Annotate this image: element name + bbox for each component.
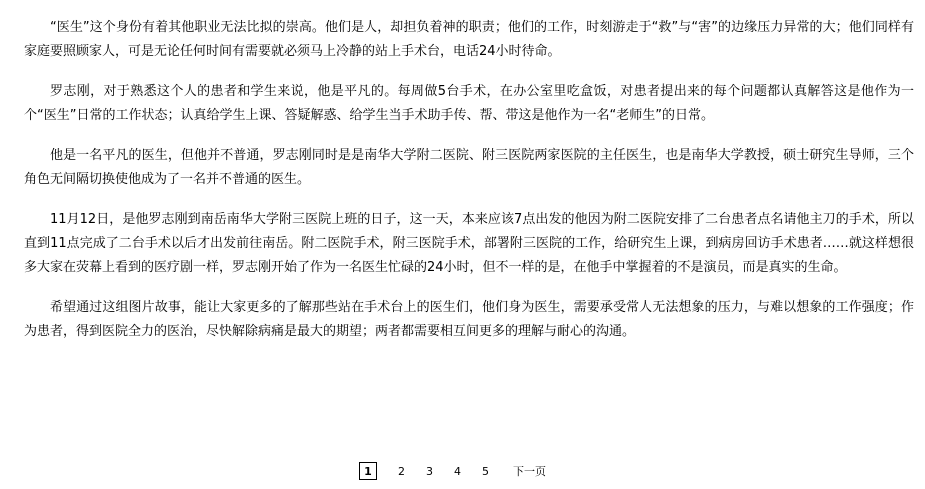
article-paragraph: “医生”这个身份有着其他职业无法比拟的崇高。他们是人，却担负着神的职责；他们的工作，时刻游走于“救”与“害”的边缘压力异常的大；他们同样有家庭要照顾家人，可是无论任何时间有需要就必须马上冷静的站上手术台，电话24小时待命。 (24, 20, 914, 59)
article-paragraph: 罗志刚，对于熟悉这个人的患者和学生来说，他是平凡的。每周做5台手术，在办公室里吃盒饭，对患者提出来的每个问题都认真解答这是他作为一个“医生”日常的工作状态；认真给学生上课、答疑解惑、给学生当手术助手传、帮、带这是他作为一名“老师生”的日常。 (24, 84, 914, 123)
article-paragraph: 他是一名平凡的医生，但他并不普通，罗志刚同时是是南华大学附二医院、附三医院两家医院的主任医生，也是南华大学教授，硕士研究生导师，三个角色无间隔切换使他成为了一名并不普通的医生。 (24, 148, 914, 187)
article-body (24, 16, 914, 360)
page-link-2[interactable]: 2 (398, 464, 405, 478)
article-paragraph: 11月12日，是他罗志刚到南岳南华大学附三医院上班的日子，这一天，本来应该7点出发的他因为附二医院安排了二台患者点名请他主刀的手术，所以直到11点完成了二台手术以后才出发前往南岳。附二医院手术，附三医院手术，部署附三医院的工作，给研究生上课，到病房回访手术患者……就这样想很多大家在荧幕上看到的医疗剧一样，罗志刚开始了作为一名医生忙碌的24小时，但不一样的是，在他手中掌握着的不是演员，而是真实的生命。 (24, 212, 914, 275)
pagination (359, 462, 546, 480)
next-page-link[interactable]: 下一页 (513, 465, 546, 478)
page-current: 1 (359, 462, 377, 480)
page-link-3[interactable]: 3 (426, 464, 433, 478)
page-link-5[interactable]: 5 (482, 464, 489, 478)
page-link-4[interactable]: 4 (454, 464, 461, 478)
article-paragraph: 希望通过这组图片故事，能让大家更多的了解那些站在手术台上的医生们，他们身为医生，需要承受常人无法想象的压力，与难以想象的工作强度；作为患者，得到医院全力的医治，尽快解除病痛是最大的期望；两者都需要相互间更多的理解与耐心的沟通。 (24, 300, 914, 339)
